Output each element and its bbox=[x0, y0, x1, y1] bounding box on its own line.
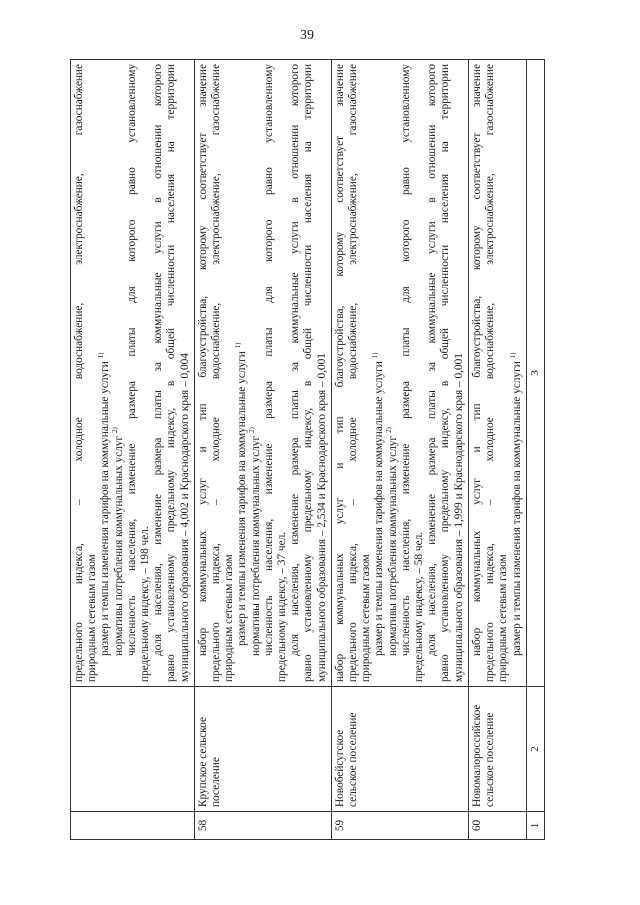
description-line: нормативы потребления коммунальных услуг $^{2)}$ bbox=[110, 427, 125, 656]
description-line: набор коммунальных услуг и тип благоустройства, которому соответствует значение bbox=[470, 64, 483, 656]
description-line: муниципального образования – 1,999 и Краснодарского края – 0,001 bbox=[452, 353, 465, 682]
description-line: предельному индексу, – 58 чел. bbox=[413, 531, 426, 682]
description-line: нормативы потребления коммунальных услуг $^{2)}$ bbox=[384, 427, 399, 656]
footnote-mark: 2) bbox=[247, 427, 256, 434]
settlement-name-cell bbox=[71, 687, 195, 812]
description-line: предельного индекса, – холодное водоснабжение, электроснабжение, газоснабжение bbox=[73, 64, 85, 682]
description-line: предельному индексу, – 37 чел. bbox=[276, 531, 289, 682]
page-number: 39 bbox=[300, 28, 314, 43]
settlement-name-cell: Новомалороссийское сельское поселение bbox=[468, 687, 526, 812]
description-line: природным сетевым газом bbox=[86, 554, 99, 682]
description-line: природным сетевым газом bbox=[497, 554, 510, 682]
description-cell bbox=[194, 60, 331, 687]
table-row-59 bbox=[331, 60, 468, 840]
municipal-index-table bbox=[70, 59, 545, 840]
table-row-58 bbox=[194, 60, 331, 840]
description-line: набор коммунальных услуг и тип благоустройства, которому соответствует значение bbox=[333, 64, 346, 682]
table-row-continued bbox=[71, 60, 195, 840]
description-line: размер и темпы изменения тарифов на коммунальные услуги $^{1)}$ bbox=[234, 342, 249, 646]
description-line: численность населения, изменение размера платы для которого равно установленному bbox=[399, 64, 412, 656]
settlement-name-cell: Крупское сельское поселение bbox=[194, 687, 331, 812]
description-line: предельному индексу, – 198 чел. bbox=[139, 526, 152, 682]
description-line: размер и темпы изменения тарифов на коммунальные услуги $^{1)}$ bbox=[97, 352, 112, 656]
footnote-mark: 1) bbox=[371, 352, 380, 359]
description-cell bbox=[71, 60, 195, 687]
row-number-cell: 59 bbox=[331, 812, 468, 840]
footnote-mark: 1) bbox=[97, 352, 106, 359]
description-line: равно установленному предельному индексу, в общей численности населения на территории bbox=[302, 64, 315, 682]
column-number-cell: 2 bbox=[526, 687, 544, 812]
description-line: природным сетевым газом bbox=[360, 554, 373, 682]
description-line: равно установленному предельному индексу, в общей численности населения на территории bbox=[439, 64, 452, 682]
settlement-name-cell: Новобейсугское сельское поселение bbox=[331, 687, 468, 812]
row-number-cell bbox=[71, 812, 195, 840]
row-number-cell: 58 bbox=[194, 812, 331, 840]
description-line: численность населения, изменение размера платы для которого равно установленному bbox=[262, 64, 275, 656]
description-line: природным сетевым газом bbox=[223, 554, 236, 682]
description-line: доля населения, изменение размера платы за коммунальные услуги в отношении которого bbox=[426, 64, 439, 656]
description-line: численность населения, изменение размера платы для которого равно установленному bbox=[125, 64, 138, 656]
description-line: размер и темпы изменения тарифов на коммунальные услуги $^{1)}$ bbox=[371, 352, 386, 656]
column-number-row bbox=[526, 60, 544, 840]
description-line: набор коммунальных услуг и тип благоустройства, которому соответствует значение bbox=[196, 64, 209, 656]
column-number-cell: 3 bbox=[526, 60, 544, 687]
row-number-cell: 60 bbox=[468, 812, 526, 840]
description-line: размер и темпы изменения тарифов на коммунальные услуги $^{1)}$ bbox=[508, 352, 523, 656]
rotated-table-wrapper bbox=[70, 60, 580, 840]
description-line: доля населения, изменение размера платы за коммунальные услуги в отношении которого bbox=[152, 64, 165, 656]
description-line: муниципального образования – 2,534 и Краснодарского края – 0,001 bbox=[315, 353, 328, 682]
footnote-mark: 1) bbox=[508, 352, 517, 359]
description-line: равно установленному предельному индексу, в общей численности населения на территории bbox=[165, 64, 178, 682]
description-line: предельного индекса, – холодное водоснабжение, электроснабжение, газоснабжение bbox=[347, 64, 360, 682]
description-line: предельного индекса, – холодное водоснабжение, электроснабжение, газоснабжение bbox=[210, 64, 223, 682]
column-number-cell: 1 bbox=[526, 812, 544, 840]
table-row-60 bbox=[468, 60, 526, 840]
description-line: доля населения, изменение размера платы за коммунальные услуги в отношении которого bbox=[289, 64, 302, 656]
description-line: предельного индекса, – холодное водоснабжение, электроснабжение, газоснабжение bbox=[484, 64, 497, 682]
footnote-mark: 2) bbox=[384, 427, 393, 434]
description-line: нормативы потребления коммунальных услуг $^{2)}$ bbox=[247, 427, 262, 656]
footnote-mark: 2) bbox=[110, 427, 119, 434]
description-cell bbox=[468, 60, 526, 687]
description-line: муниципального образования – 4,002 и Краснодарского края – 0,004 bbox=[178, 353, 191, 682]
description-cell bbox=[331, 60, 468, 687]
footnote-mark: 1) bbox=[234, 342, 243, 349]
